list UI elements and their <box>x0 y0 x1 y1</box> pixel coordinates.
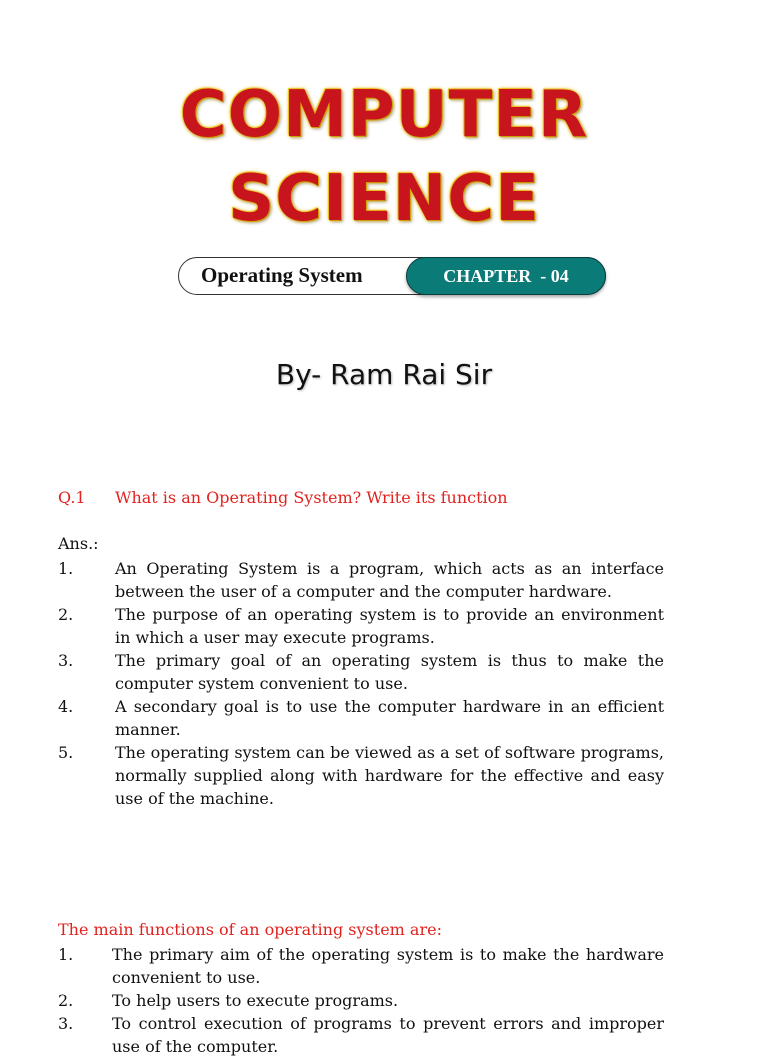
item-text: A secondary goal is to use the computer hardware in an efficient manner. <box>115 697 664 739</box>
functions-list <box>58 943 664 1058</box>
list-item <box>58 943 664 989</box>
item-text: To control execution of programs to prevent errors and improper use of the computer. <box>112 1014 664 1056</box>
item-number: 3. <box>58 1014 74 1033</box>
chapter-banner <box>178 257 606 295</box>
item-text: The primary aim of the operating system is to make the hardware convenient to use. <box>112 945 664 987</box>
list-item <box>58 603 664 649</box>
list-item <box>58 1012 664 1058</box>
list-item <box>58 741 664 810</box>
question-number: Q.1 <box>58 488 86 507</box>
item-number: 2. <box>58 991 74 1010</box>
item-number: 4. <box>58 697 74 716</box>
subject-label: Operating System <box>201 263 363 287</box>
question-text: What is an Operating System? Write its function <box>115 488 508 507</box>
list-item <box>58 649 664 695</box>
title-line-2: SCIENCE <box>228 162 540 236</box>
functions-heading: The main functions of an operating system are: <box>58 920 442 939</box>
item-text: The primary goal of an operating system is thus to make the computer system convenient to use. <box>115 651 664 693</box>
item-text: An Operating System is a program, which acts as an interface between the user of a computer and the computer hardware. <box>115 559 664 601</box>
list-item <box>58 557 664 603</box>
item-text: To help users to execute programs. <box>112 991 399 1010</box>
item-number: 1. <box>58 559 74 578</box>
author-line: By- Ram Rai Sir <box>275 358 493 391</box>
item-number: 2. <box>58 605 74 624</box>
answer-list <box>58 557 664 810</box>
list-item <box>58 989 664 1012</box>
item-number: 3. <box>58 651 74 670</box>
list-item <box>58 695 664 741</box>
chapter-badge: CHAPTER - 04 <box>406 257 606 295</box>
item-text: The purpose of an operating system is to provide an environment in which a user may execute programs. <box>115 605 664 647</box>
answer-label: Ans.: <box>58 534 99 553</box>
item-number: 1. <box>58 945 74 964</box>
item-text: The operating system can be viewed as a set of software programs, normally supplied along with hardware for the effective and easy use of the machine. <box>115 743 664 808</box>
item-number: 5. <box>58 743 74 762</box>
title-line-1: COMPUTER <box>179 78 589 152</box>
